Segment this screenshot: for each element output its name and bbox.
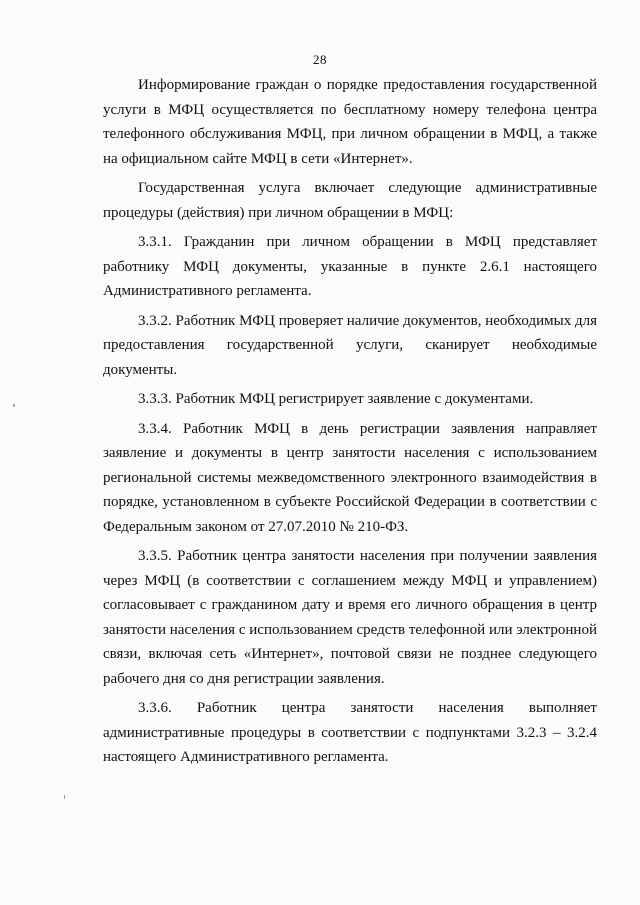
paragraph-3-3-1: 3.3.1. Гражданин при личном обращении в МФЦ представляет работнику МФЦ документы, указанные в пункте 2.6.1 настоящего Административного регламента. [103, 234, 597, 299]
paragraph-3-3-3: 3.3.3. Работник МФЦ регистрирует заявление с документами. [138, 391, 534, 407]
paragraph-3-3-4: 3.3.4. Работник МФЦ в день регистрации заявления направляет заявление и документы в центр занятости населения с использованием региональной системы межведомственного электронного взаимодействия в порядке, установленном в субъекте Российской Федерации в соответствии с Федеральным законом от 27.07.2010 № 210-ФЗ. [103, 420, 597, 535]
paragraph-3-3-6: 3.3.6. Работник центра занятости населения выполняет административные процедуры в соответствии с подпунктами 3.2.3 – 3.2.4 настоящего Административного регламента. [103, 700, 597, 765]
paragraph-3-3-5: 3.3.5. Работник центра занятости населения при получении заявления через МФЦ (в соответствии с соглашением между МФЦ и управлением) согласовывает с гражданином дату и время его личного обращения в центр занятости населения с использованием средств телефонной или электронной связи, включая сеть «Интернет», почтовой связи не позднее следующего рабочего дня со дня регистрации заявления. [103, 548, 597, 687]
scan-artifact-mark [13, 404, 15, 407]
paragraph-3-3-2: 3.3.2. Работник МФЦ проверяет наличие документов, необходимых для предоставления государственной услуги, сканирует необходимые документы. [103, 312, 597, 378]
scan-artifact-mark [64, 795, 65, 799]
page-number: 28 [313, 52, 327, 67]
paragraph-informing: Информирование граждан о порядке предоставления государственной услуги в МФЦ осуществляется по бесплатному номеру телефона центра телефонного обслуживания МФЦ, при личном обращении в МФЦ, а также на официальном сайте МФЦ в сети «Интернет». [103, 77, 597, 167]
paragraph-procedures-intro: Государственная услуга включает следующие административные процедуры (действия) при личном обращении в МФЦ: [103, 180, 597, 221]
document-body [103, 73, 597, 770]
